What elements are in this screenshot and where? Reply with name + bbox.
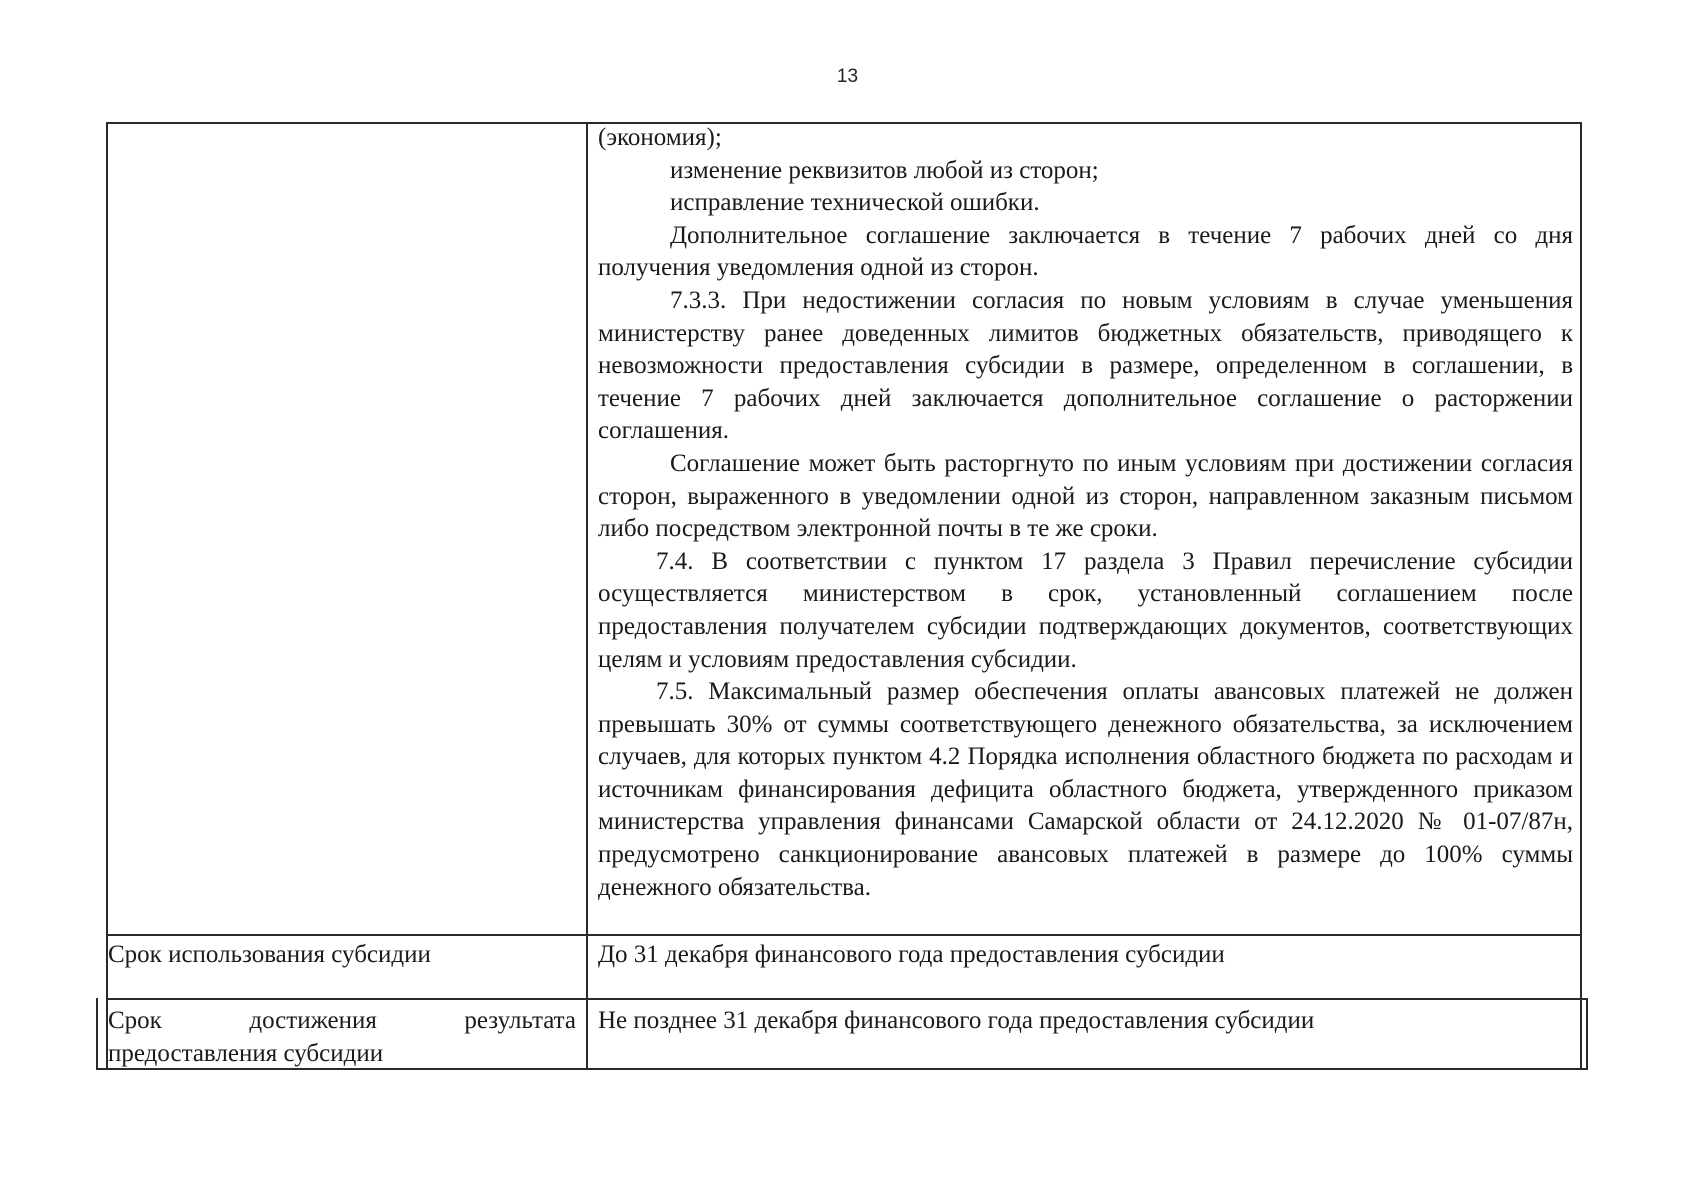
- paragraph-requisites-change: изменение реквизитов любой из сторон;: [670, 156, 1099, 184]
- paragraph-7-4: 7.4. В соответствии с пунктом 17 раздела 3 Правил перечисление субсидии осуществляется министерством в срок, установленный соглашением после предоставления получателем субсидии подтверждающих документов, соответствующих целям и условиям предоставления субсидии.: [598, 547, 1573, 673]
- table-border-right: [1580, 122, 1582, 1070]
- paragraph-additional-agreement: Дополнительное соглашение заключается в течение 7 рабочих дней со дня получения уведомления одной из сторон.: [598, 221, 1573, 282]
- label-word-1: Срок: [108, 1007, 162, 1034]
- row-result-term-label: [108, 1004, 576, 1070]
- main-content-cell: [598, 122, 1573, 904]
- row-usage-term-label: Срок использования субсидии: [108, 941, 431, 968]
- table-border-right-lower: [1586, 998, 1588, 1070]
- row-result-term-value: Не позднее 31 декабря финансового года предоставления субсидии: [598, 1007, 1315, 1034]
- table-row-divider-1: [106, 934, 1582, 936]
- paragraph-economy: (экономия);: [598, 124, 722, 151]
- row-usage-term-value: До 31 декабря финансового года предоставления субсидии: [598, 941, 1225, 968]
- table-border-left: [106, 122, 108, 1070]
- paragraph-termination: Соглашение может быть расторгнуто по иным условиям при достижении согласия сторон, выраженного в уведомлении одной из сторон, направленном заказным письмом либо посредством электронной почты в те же сроки.: [598, 449, 1573, 543]
- table-row-divider-2: [106, 998, 1588, 1000]
- row-result-term-label-line2: предоставления субсидии: [108, 1040, 384, 1067]
- row-result-term-label-line1: [108, 1004, 576, 1037]
- table-column-divider: [586, 122, 588, 1070]
- paragraph-7-3-3: 7.3.3. При недостижении согласия по новым условиям в случае уменьшения министерству ранее доведенных лимитов бюджетных обязательств, приводящего к невозможности предоставления субсидии в размере, определенном в соглашении, в течение 7 рабочих дней заключается дополнительное соглашение о расторжении соглашения.: [598, 286, 1573, 445]
- label-word-2: достижения: [249, 1007, 377, 1034]
- page-number: 13: [836, 66, 859, 87]
- paragraph-technical-error: исправление технической ошибки.: [670, 189, 1040, 217]
- label-word-3: результата: [464, 1007, 576, 1034]
- table-border-left-lower: [96, 998, 98, 1070]
- paragraph-7-5: 7.5. Максимальный размер обеспечения оплаты авансовых платежей не должен превышать 30% от суммы соответствующего денежного обязательства, за исключением случаев, для которых пунктом 4.2 Порядка исполнения областного бюджета по расходам и источникам финансирования дефицита областного бюджета, утвержденного приказом министерства управления финансами Самарской области от 24.12.2020 № 01-07/87н, предусмотрено санкционирование авансовых платежей в размере до 100% суммы денежного обязательства.: [598, 678, 1573, 901]
